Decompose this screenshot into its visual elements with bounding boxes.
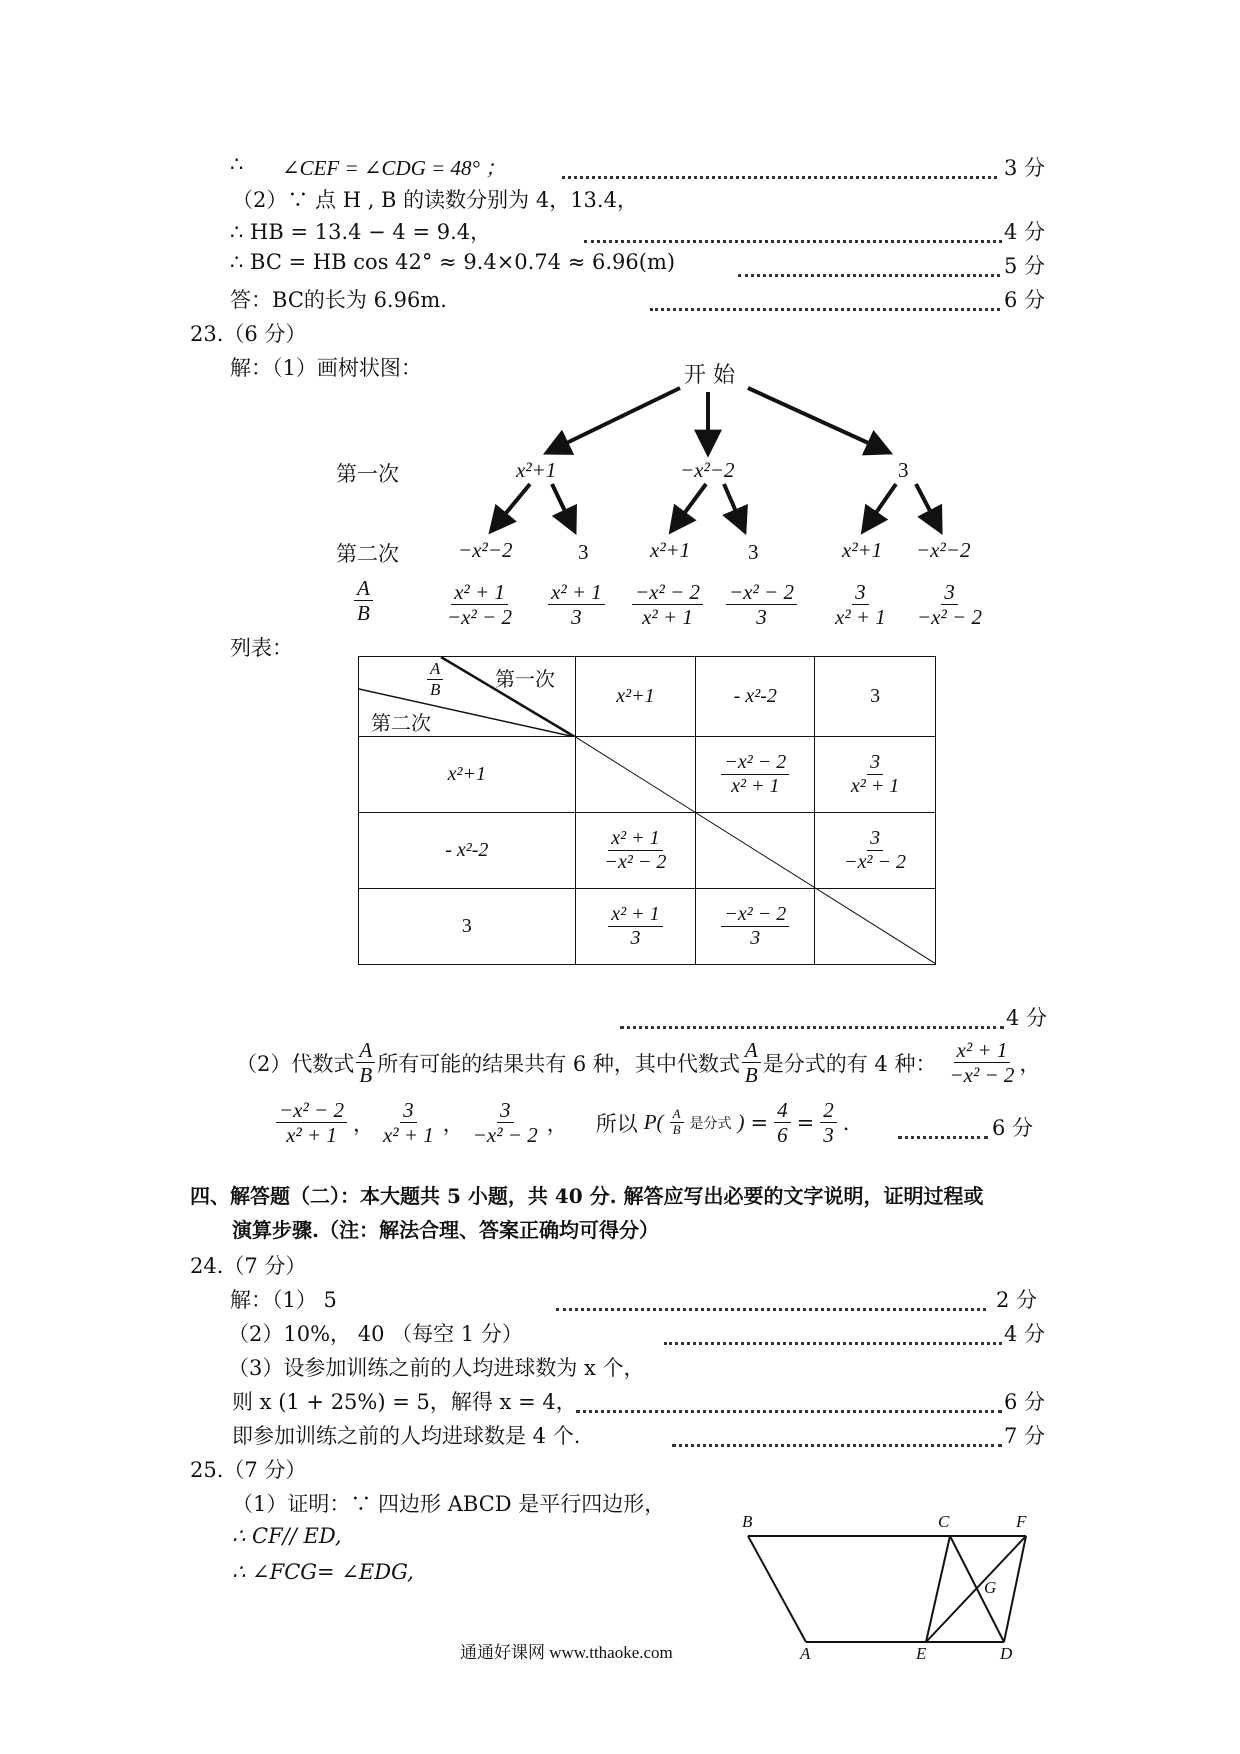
arrow-line xyxy=(864,484,896,530)
row-header: 3 xyxy=(359,889,576,965)
therefore-symbol: ∴ xyxy=(230,152,244,176)
question-header: 23.（6 分） xyxy=(190,322,307,346)
prob-fraction: $\frac{2}{3}$ xyxy=(820,1098,837,1147)
arrow-line xyxy=(724,484,744,530)
point-label: D xyxy=(1000,1644,1013,1663)
table-cell: $\frac{\text{−x² − 2}}{\text{x² + 1}}$ xyxy=(696,737,815,813)
period: . xyxy=(842,1110,850,1135)
p-open: P( xyxy=(643,1110,664,1135)
part2-line1 xyxy=(236,1038,1040,1087)
section-heading-2: 演算步骤.（注：解法合理、答案正确均可得分） xyxy=(232,1218,659,1242)
so-text: 所以 xyxy=(595,1111,638,1136)
point-label: F xyxy=(1016,1512,1027,1531)
table-cell: $\frac{\text{x² + 1}}{3}$ xyxy=(575,889,696,965)
tree-fraction: $\frac{\text{x² + 1}}{\text{−x² − 2}}$ xyxy=(447,580,512,630)
arrow-line xyxy=(916,484,940,530)
tree-node: −x²−2 xyxy=(458,538,513,562)
tree-fraction: $\frac{\text{−x² − 2}}{3}$ xyxy=(726,580,797,629)
ab-fraction: $\frac{A}{B}$ xyxy=(356,1038,375,1087)
col-header: 3 xyxy=(815,657,936,737)
score-label: 4 分 xyxy=(1004,220,1046,244)
point-label: C xyxy=(938,1512,950,1531)
answer-line: 答：BC的长为 6.96m. xyxy=(230,288,447,312)
section-heading: 四、解答题（二）：本大题共 5 小题，共 40 分. 解答应写出必要的文字说明，证明过程或 xyxy=(190,1184,984,1208)
dotted-leader xyxy=(576,1410,1002,1413)
result-fraction: $\frac{\text{x² + 1}}{\text{−x² − 2}}$ xyxy=(949,1038,1015,1088)
dotted-leader xyxy=(672,1444,1002,1447)
arrow-line xyxy=(672,484,706,530)
part2-statement: （2）∵ 点 H , B 的读数分别为 4，13.4， xyxy=(232,188,638,212)
comma: ， xyxy=(442,1111,464,1136)
col-header: - x²-2 xyxy=(696,657,815,737)
result-fraction: $\frac{\text{−x² − 2}}{\text{x² + 1}}$ xyxy=(276,1098,347,1147)
score-label: 5 分 xyxy=(1004,254,1046,278)
level1-label: 第一次 xyxy=(336,462,399,486)
ab-label: $\frac{A}{B}$ xyxy=(354,576,373,625)
equals: = xyxy=(750,1110,769,1135)
dotted-leader xyxy=(556,1308,986,1311)
result-fraction: $\frac{3}{\text{−x² − 2}}$ xyxy=(472,1098,538,1148)
equals: = xyxy=(796,1110,815,1135)
dotted-leader xyxy=(664,1342,1002,1345)
score-label: 4 分 xyxy=(1004,1322,1046,1346)
tree-node: 3 xyxy=(578,540,589,564)
arrow-line xyxy=(548,388,680,452)
answer-part: （3）设参加训练之前的人均进球数为 x 个， xyxy=(228,1356,645,1380)
answer-part: 即参加训练之前的人均进球数是 4 个. xyxy=(232,1424,581,1448)
score-label: 6 分 xyxy=(1004,1390,1046,1414)
point-label: E xyxy=(916,1644,927,1663)
solution-intro: 解：（1）画树状图： xyxy=(230,356,422,380)
ab-fraction: $\frac{A}{B}$ xyxy=(742,1038,761,1087)
corner-ab: $\frac{A}{B}$ xyxy=(427,659,443,699)
tree-node: 3 xyxy=(748,540,759,564)
question-header: 24.（7 分） xyxy=(190,1254,307,1278)
score-label: 2 分 xyxy=(996,1288,1038,1312)
table-diagonal xyxy=(574,736,936,964)
footer-watermark: 通通好课网 www.tthaoke.com xyxy=(460,1643,673,1662)
score-label: 4 分 xyxy=(1006,1006,1048,1030)
tree-node: −x²−2 xyxy=(916,538,971,562)
proof-line: ∴ ∠FCG= ∠EDG, xyxy=(232,1560,414,1584)
tree-fraction: $\frac{\text{x² + 1}}{3}$ xyxy=(548,580,605,629)
dotted-leader xyxy=(620,1026,1004,1029)
tree-fraction: $\frac{\text{−x² − 2}}{\text{x² + 1}}$ xyxy=(632,580,703,629)
tree-node: x²+1 xyxy=(650,538,691,562)
small-ab: $\frac{A}{B}$ xyxy=(670,1107,684,1138)
tree-node: −x²−2 xyxy=(680,458,735,482)
row-header: - x²-2 xyxy=(359,813,576,889)
bc-equation: ∴ BC = HB cos 42° ≈ 9.4×0.74 ≈ 6.96(m) xyxy=(230,250,676,274)
tree-fraction: $\frac{3}{\text{x² + 1}}$ xyxy=(835,580,886,630)
part2-text-b: 所有可能的结果共有 6 种，其中代数式 xyxy=(377,1051,740,1076)
tree-node: x²+1 xyxy=(516,458,557,482)
tree-node: 3 xyxy=(898,458,909,482)
table-cell: $\frac{3}{\text{−x² − 2}}$ xyxy=(815,813,936,889)
point-label: A xyxy=(800,1644,811,1663)
score-label: 7 分 xyxy=(1004,1424,1046,1448)
score-label: 6 分 xyxy=(1004,288,1046,312)
score-label: 6 分 xyxy=(992,1116,1034,1140)
proof-line: （1）证明：∵ 四边形 ABCD 是平行四边形， xyxy=(232,1492,666,1516)
point-label: B xyxy=(742,1512,753,1531)
point-label: G xyxy=(984,1578,997,1597)
part2-text-c: 是分式的有 4 种： xyxy=(762,1051,937,1076)
comma: ， xyxy=(1019,1051,1041,1076)
hb-equation: ∴ HB = 13.4 − 4 = 9.4， xyxy=(230,220,492,244)
tree-root: 开 始 xyxy=(684,363,735,388)
table-cell: $\frac{\text{−x² − 2}}{3}$ xyxy=(696,889,815,965)
table-cell: $\frac{\text{x² + 1}}{\text{−x² − 2}}$ xyxy=(575,813,696,889)
table-label: 列表： xyxy=(230,636,293,660)
comma: ， xyxy=(546,1111,568,1136)
prob-fraction: $\frac{4}{6}$ xyxy=(774,1098,791,1147)
result-fraction: $\frac{3}{\text{x² + 1}}$ xyxy=(382,1098,434,1148)
corner-second: 第二次 xyxy=(371,711,431,735)
arrow-line xyxy=(748,388,888,452)
p-close: ) xyxy=(737,1110,745,1135)
answer-part: （2）10%， 40 （每空 1 分） xyxy=(228,1322,523,1346)
answer-part: 解：（1） 5 xyxy=(230,1288,337,1312)
part2-text-a: （2）代数式 xyxy=(236,1051,355,1076)
dotted-leader xyxy=(898,1136,988,1139)
tree-node: x²+1 xyxy=(842,538,883,562)
small-text: 是分式 xyxy=(689,1115,732,1132)
answer-part: 则 x (1 + 25%) = 5，解得 x = 4， xyxy=(232,1390,577,1414)
table-cell: $\frac{3}{\text{x² + 1}}$ xyxy=(815,737,936,813)
level2-label: 第二次 xyxy=(336,542,399,566)
question-header: 25.（7 分） xyxy=(190,1458,307,1482)
angle-equation: ∠CEF = ∠CDG = 48° ； xyxy=(282,156,507,180)
tree-fraction: $\frac{3}{\text{−x² − 2}}$ xyxy=(917,580,982,630)
proof-line: ∴ CF// ED, xyxy=(232,1524,342,1548)
arrow-line xyxy=(492,484,530,530)
col-header: x²+1 xyxy=(575,657,696,737)
arrow-line xyxy=(552,484,574,530)
corner-first: 第一次 xyxy=(495,667,555,691)
row-header: x²+1 xyxy=(359,737,576,813)
comma: ， xyxy=(352,1111,374,1136)
part2-line2 xyxy=(276,1098,849,1147)
table-corner xyxy=(359,657,576,737)
score-label: 3 分 xyxy=(1004,156,1046,180)
